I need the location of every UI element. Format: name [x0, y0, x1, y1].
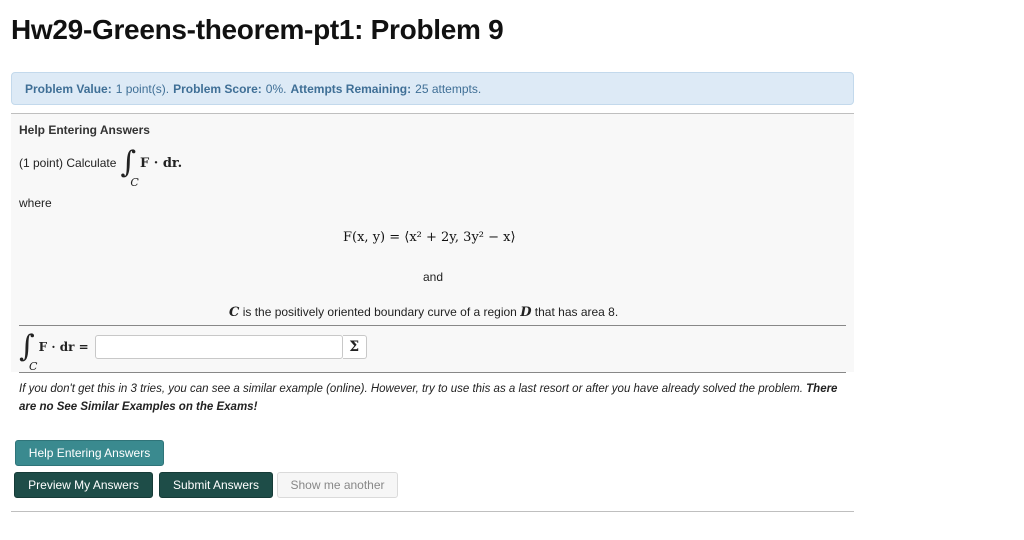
page-title: Hw29-Greens-theorem-pt1: Problem 9: [11, 14, 504, 45]
submit-answers-button[interactable]: Submit Answers: [159, 472, 273, 498]
answer-lhs-text: F · dr =: [38, 340, 89, 354]
hint-bold-text: There are no See Similar Examples on the Exams!: [19, 383, 838, 413]
attempts-remaining: 25 attempts.: [415, 81, 482, 96]
where-text: where: [19, 196, 52, 210]
vector-field-formula: F(x, y) = ⟨x² + 2y, 3y² − x⟩: [343, 230, 516, 245]
answer-input[interactable]: [95, 335, 343, 359]
answer-bottom-divider: [19, 372, 846, 373]
problem-score: 0%.: [265, 81, 287, 96]
integral-subscript: C: [130, 176, 139, 189]
problem-body: [11, 114, 854, 413]
problem-statement: [19, 145, 183, 189]
help-entering-answers-button[interactable]: Help Entering Answers: [15, 440, 164, 466]
hint-text: If you don't get this in 3 tries, you can see a similar example (online). However, try to use this as a last resort or after you have already solved the problem.: [19, 383, 803, 395]
curve-description: [229, 305, 618, 320]
problem-score-label: Problem Score:: [173, 81, 262, 96]
footer-divider: [11, 511, 854, 512]
and-text: and: [423, 270, 444, 284]
line-integral-symbol: ∫ C: [120, 148, 136, 178]
problem-intro-text: (1 point) Calculate: [19, 156, 117, 170]
curve-c-symbol: C: [229, 305, 240, 320]
answer-integral-subscript: C: [29, 360, 38, 373]
curve-text-2: that has area 8.: [531, 305, 619, 319]
answer-top-divider: [19, 325, 846, 326]
region-d-symbol: D: [520, 305, 532, 320]
answer-integral-symbol: ∫ C: [19, 332, 35, 362]
equation-editor-button[interactable]: Σ: [343, 335, 367, 359]
similar-example-hint: [19, 380, 839, 416]
preview-answers-button[interactable]: Preview My Answers: [14, 472, 153, 498]
curve-text-1: is the positively oriented boundary curve of a region: [239, 305, 521, 319]
answer-label: [19, 329, 89, 373]
answer-row: [19, 329, 367, 373]
problem-info-box: [11, 72, 854, 105]
problem-value-label: Problem Value:: [25, 81, 112, 96]
show-me-another-button[interactable]: Show me another: [277, 472, 398, 498]
integral-expression: F · dr.: [140, 155, 183, 171]
attempts-remaining-label: Attempts Remaining:: [290, 81, 412, 96]
help-entering-answers-heading: Help Entering Answers: [19, 123, 150, 137]
problem-value: 1 point(s).: [115, 81, 170, 96]
